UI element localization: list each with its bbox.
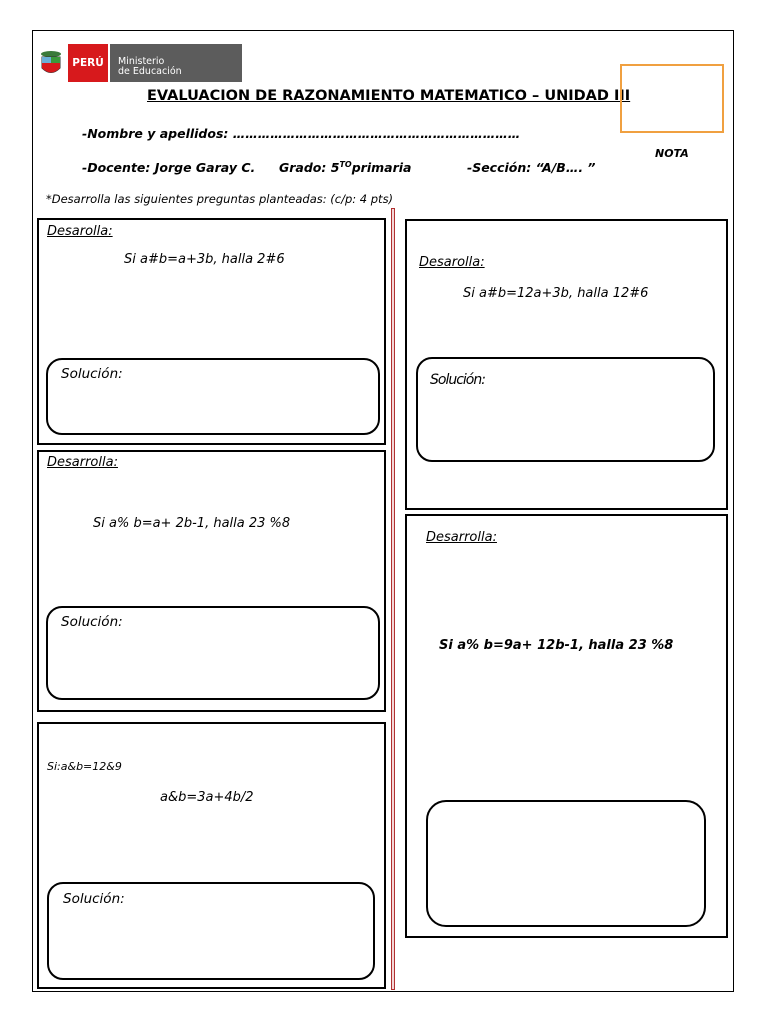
problem-5-text: Si a% b=9a+ 12b-1, halla 23 %8 — [439, 638, 674, 653]
docente-field: -Docente: Jorge Garay C. — [82, 160, 256, 175]
problem-3-text: a&b=3a+4b/2 — [160, 790, 254, 805]
problem-5-label: Desarrolla: — [426, 530, 497, 545]
nota-box — [620, 64, 724, 133]
nombre-field: -Nombre y apellidos: …………………………………………………………… — [82, 126, 521, 141]
solution-1-label: Solución: — [61, 366, 123, 382]
grado-field — [279, 160, 411, 175]
logo-ministry-line2: de Educación — [118, 66, 182, 77]
solution-box-5[interactable] — [426, 800, 706, 927]
logo-ministry — [108, 44, 242, 82]
ministry-logo — [34, 44, 242, 82]
solution-4-label: Solución: — [430, 372, 485, 388]
page-title: EVALUACION DE RAZONAMIENTO MATEMATICO – UNIDAD III — [147, 88, 631, 104]
problem-3-label: Si:a&b=12&9 — [47, 760, 122, 773]
problem-2-label: Desarrolla: — [47, 455, 118, 470]
problem-4-text: Si a#b=12a+3b, halla 12#6 — [463, 286, 649, 301]
problem-1-text: Si a#b=a+3b, halla 2#6 — [124, 252, 285, 267]
column-divider — [391, 208, 395, 990]
coat-of-arms-icon — [34, 44, 68, 82]
logo-ministry-line1: Ministerio — [118, 56, 165, 67]
solution-2-label: Solución: — [61, 614, 123, 630]
problem-1-label: Desarolla: — [47, 224, 113, 239]
grado-prefix: Grado: 5 — [279, 160, 340, 176]
solution-3-label: Solución: — [63, 891, 125, 907]
problem-2-text: Si a% b=a+ 2b-1, halla 23 %8 — [93, 516, 291, 531]
instructions: *Desarrolla las siguientes preguntas planteadas: (c/p: 4 pts) — [46, 192, 394, 206]
grado-suffix: primaria — [351, 160, 412, 176]
problem-4-label: Desarolla: — [419, 255, 485, 270]
nota-label: NOTA — [655, 147, 689, 160]
grado-sup: TO — [339, 160, 352, 169]
seccion-field: -Sección: “A/B…. ” — [467, 160, 596, 175]
logo-country: PERÚ — [68, 44, 108, 82]
